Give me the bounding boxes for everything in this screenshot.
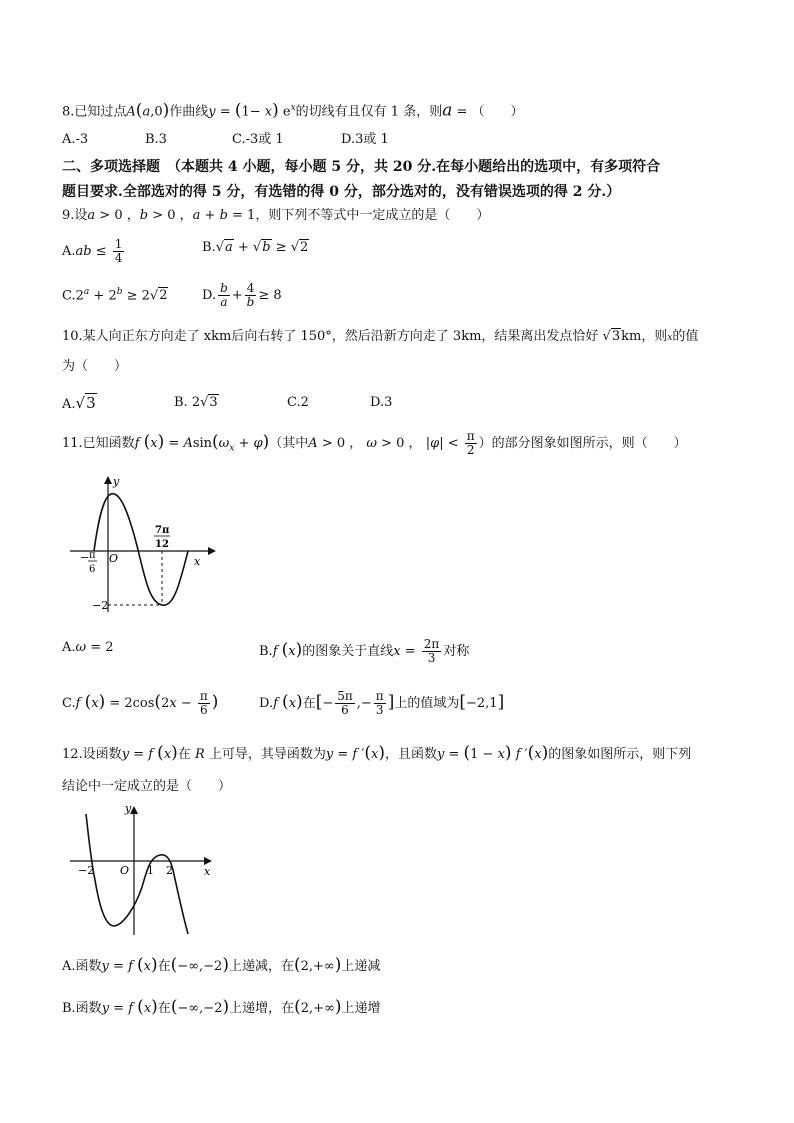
q12-option-b: B.函数y = f (x)在(−∞,−2)上递增，在(2,+∞)上递增 — [62, 997, 381, 1017]
q9-stem-b: ，则下列不等式中一定成立的是（ ） — [255, 208, 490, 223]
q12-option-b-d: 上递增 — [341, 1001, 381, 1016]
q12-option-b-c: 上递增，在 — [229, 1001, 295, 1016]
q12-option-b-a: B.函数 — [62, 1001, 102, 1016]
q9-option-b: B. — [202, 240, 216, 255]
q11-tick-right-num: 7π — [155, 525, 170, 536]
q12-tick-neg2: −2 — [78, 864, 95, 877]
q8-stem-b: 作曲线 — [169, 104, 209, 120]
q12-line1: 12.设函数y = f (x)在 R 上可导，其导函数为y = f ′(x)，且函数y = (1 − x) f ′(x)的图象如图所示，则下列 — [62, 743, 692, 763]
q12-stem-a: 12.设函数 — [62, 747, 122, 762]
q11-option-b-a: B. — [259, 644, 273, 659]
q8-option-b: B.3 — [145, 132, 167, 147]
q11-x-label: x — [194, 555, 201, 568]
q9-stem: 9.设a > 0 ，b > 0 ，a + b = 1，则下列不等式中一定成立的是（ ） — [62, 208, 490, 223]
q11-tick-left-num: π — [89, 550, 96, 561]
q10-line1-a: 10.某人向正东方向走了 xkm后向右转了 150°，然后沿新方向走了 3km，结果离出发点恰好 — [62, 329, 599, 344]
q11-option-b-b: 的图象关于直线 — [302, 644, 394, 659]
q12-graph — [62, 800, 222, 940]
q11-option-c: C. — [62, 696, 76, 711]
q12-option-a-b: 在 — [157, 959, 171, 974]
q11-tick-left-den: 6 — [89, 564, 96, 575]
q11-origin-label: O — [109, 552, 119, 565]
q12-option-a: A.函数y = f (x)在(−∞,−2)上递减，在(2,+∞)上递减 — [62, 955, 381, 975]
q11-graph — [62, 472, 222, 622]
q8-stem-c: 的切线有且仅有 1 条，则 — [295, 104, 443, 120]
q12-stem-b: 在 — [177, 747, 191, 762]
q12-option-a-c: 上递减，在 — [228, 959, 294, 974]
section2-line2: 题目要求.全部选对的得 5 分，有选错的得 0 分，部分选对的，没有错误选项的得 2 分.） — [62, 184, 621, 200]
q8-point-a: A — [126, 104, 136, 120]
q11-option-b-c: 对称 — [443, 644, 470, 659]
q10-line1-c: 的值 — [672, 329, 699, 344]
q11-x-arrow-icon — [208, 547, 216, 555]
q10-option-b: B. — [174, 395, 188, 410]
q10-option-a: A. — [62, 397, 76, 412]
section2-line1: 二、多项选择题 （本题共 4 小题，每小题 5 分，共 20 分.在每小题给出的选项中，有多项符合 — [62, 159, 661, 175]
q11-min-label: −2 — [92, 599, 109, 612]
q11-tick-right-den: 12 — [155, 539, 169, 550]
q11-stem-b: （其中 — [269, 436, 309, 451]
q12-tick-2: 2 — [166, 864, 173, 877]
q11-option-d-b: 在 — [302, 696, 316, 711]
q12-y-label: y — [125, 802, 132, 815]
q11-option-d-a: D. — [259, 696, 274, 711]
q8-option-d: D.3或 1 — [341, 132, 389, 147]
q9-option-a: A. — [62, 244, 76, 259]
q9-option-d: D. — [202, 288, 217, 303]
q10-option-c: C.2 — [287, 395, 309, 410]
q9-option-c: C. — [62, 288, 76, 304]
q12-tick-1: 1 — [147, 864, 154, 877]
q12-stem-c: 上可导，其导函数为 — [208, 747, 326, 762]
q12-x-label: x — [204, 865, 211, 878]
q11-tick-left-sign: − — [80, 551, 90, 564]
q11-y-label: y — [113, 475, 120, 488]
q11-option-d-c: 上的值域为 — [394, 696, 460, 711]
q12-option-a-a: A.函数 — [62, 959, 102, 974]
q8-stem-d: （ ） — [471, 104, 524, 120]
q12-origin-label: O — [120, 864, 130, 877]
q11-option-a: A. — [62, 640, 76, 655]
q12-option-a-d: 上递减 — [341, 959, 381, 974]
q8-option-c: C.-3或 1 — [232, 132, 284, 147]
q8-stem-a: 8.已知过点 — [62, 104, 127, 120]
q11-stem: 11.已知函数f $(x) = Asin(\omega_x + \varphi)$（其中A > 0 ， ω > 0 ， |φ| < $\frac{\pi}{2}$ ）的部分图象如图所示，则（ ） — [62, 429, 687, 457]
q8-stem: 8.已知过点A(a,0)作曲线y = (1− x) $e^x$的切线有且仅有 1 条，则a = （ ） — [62, 100, 524, 121]
q10-line1-b: km，则 — [621, 329, 668, 344]
q12-line2: 结论中一定成立的是（ ） — [62, 779, 232, 794]
q12-x-arrow-icon — [204, 857, 212, 865]
q11-stem-a: 11.已知函数 — [62, 436, 135, 451]
q10-line2: 为（ ） — [62, 359, 128, 374]
q12-stem-e: 的图象如图所示，则下列 — [548, 747, 692, 762]
q8-option-a: A.-3 — [62, 132, 89, 147]
q10-line1: 10.某人向正东方向走了 xkm后向右转了 150°，然后沿新方向走了 3km，结果离出发点恰好 √3km，则x的值 — [62, 329, 699, 344]
q9-stem-a: 9.设 — [62, 208, 88, 223]
q10-option-d: D.3 — [370, 395, 393, 410]
q11-stem-c: ）的部分图象如图所示，则（ ） — [478, 436, 687, 451]
q11-y-arrow-icon — [104, 476, 112, 484]
q12-stem-d: ，且函数 — [384, 747, 437, 762]
q12-option-b-b: 在 — [157, 1001, 171, 1016]
